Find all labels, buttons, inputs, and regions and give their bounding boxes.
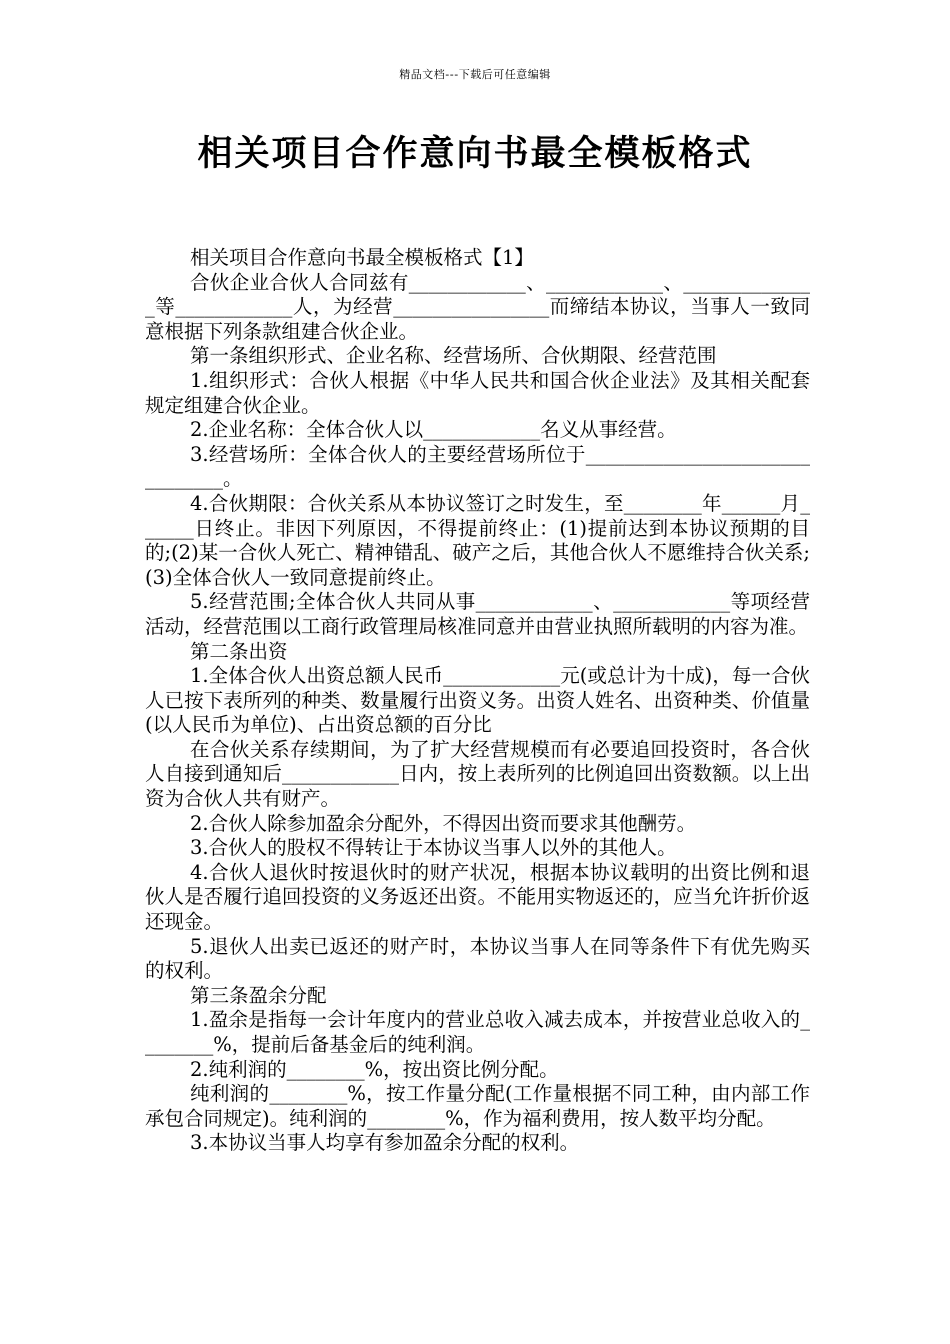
article-heading: 第二条出资 (190, 639, 288, 663)
section-heading: 相关项目合作意向书最全模板格式【1】 (190, 246, 534, 269)
paragraph: 4.合伙人退伙时按退伙时的财产状况，根据本协议载明的出资比例和退伙人是否履行追回投资的义务返还出资。不能用实物返还的，应当允许折价返还现金。 (145, 860, 810, 934)
paragraph: 1.全体合伙人出资总额人民币____________元(或总计为十成)，每一合伙人已按下表所列的种类、数量履行出资义务。出资人姓名、出资种类、价值量(以人民币为单位)、占出资总额的百分比 (145, 664, 810, 737)
paragraph: 4.合伙期限：合伙关系从本协议签订之时发生，至________年______月______日终止。非因下列原因，不得提前终止：(1)提前达到本协议预期的目的;(2)某一合伙人死亡、精神错乱、破产之后，其他合伙人不愿维持合伙关系;(3)全体合伙人一致同意提前终止。 (145, 491, 810, 589)
article-heading: 第三条盈余分配 (190, 983, 327, 1007)
paragraph: 2.合伙人除参加盈余分配外，不得因出资而要求其他酬劳。 (190, 811, 697, 835)
paragraph: 5.退伙人出卖已返还的财产时，本协议当事人在同等条件下有优先购买的权利。 (145, 934, 810, 983)
paragraph: 3.经营场所：全体合伙人的主要经营场所位于_______________________________。 (145, 442, 810, 491)
document-body (145, 246, 810, 1156)
paragraph: 1.盈余是指每一会计年度内的营业总收入减去成本，并按营业总收入的________%，提前后备基金后的纯利润。 (145, 1008, 810, 1056)
paragraph: 3.本协议当事人均享有参加盈余分配的权利。 (190, 1131, 580, 1155)
paragraph: 在合伙关系存续期间，为了扩大经营规模而有必要追回投资时，各合伙人自接到通知后____________日内，按上表所列的比例追回出资数额。以上出资为合伙人共有财产。 (145, 737, 810, 811)
paragraph: 纯利润的________%，按工作量分配(工作量根据不同工种，由内部工作承包合同规定)。纯利润的________%，作为福利费用，按人数平均分配。 (145, 1082, 810, 1130)
page-title: 相关项目合作意向书最全模板格式 (197, 134, 753, 174)
paragraph: 1.组织形式：合伙人根据《中华人民共和国合伙企业法》及其相关配套规定组建合伙企业。 (145, 368, 810, 417)
paragraph: 2.纯利润的________%，按出资比例分配。 (190, 1057, 559, 1081)
header-note: 精品文档---下载后可任意编辑 (399, 68, 551, 81)
paragraph: 5.经营范围;全体合伙人共同从事____________、____________等项经营活动，经营范围以工商行政管理局核准同意并由营业执照所载明的内容为准。 (145, 590, 810, 638)
article-heading: 第一条组织形式、企业名称、经营场所、合伙期限、经营范围 (190, 344, 717, 368)
paragraph: 合伙企业合伙人合同兹有____________、____________、______________等____________人，为经营________________而缔结本协议，当事人一致同意根据下列条款组建合伙企业。 (145, 270, 810, 343)
paragraph: 3.合伙人的股权不得转让于本协议当事人以外的其他人。 (190, 836, 677, 860)
paragraph: 2.企业名称：全体合伙人以____________名义从事经营。 (190, 418, 677, 442)
